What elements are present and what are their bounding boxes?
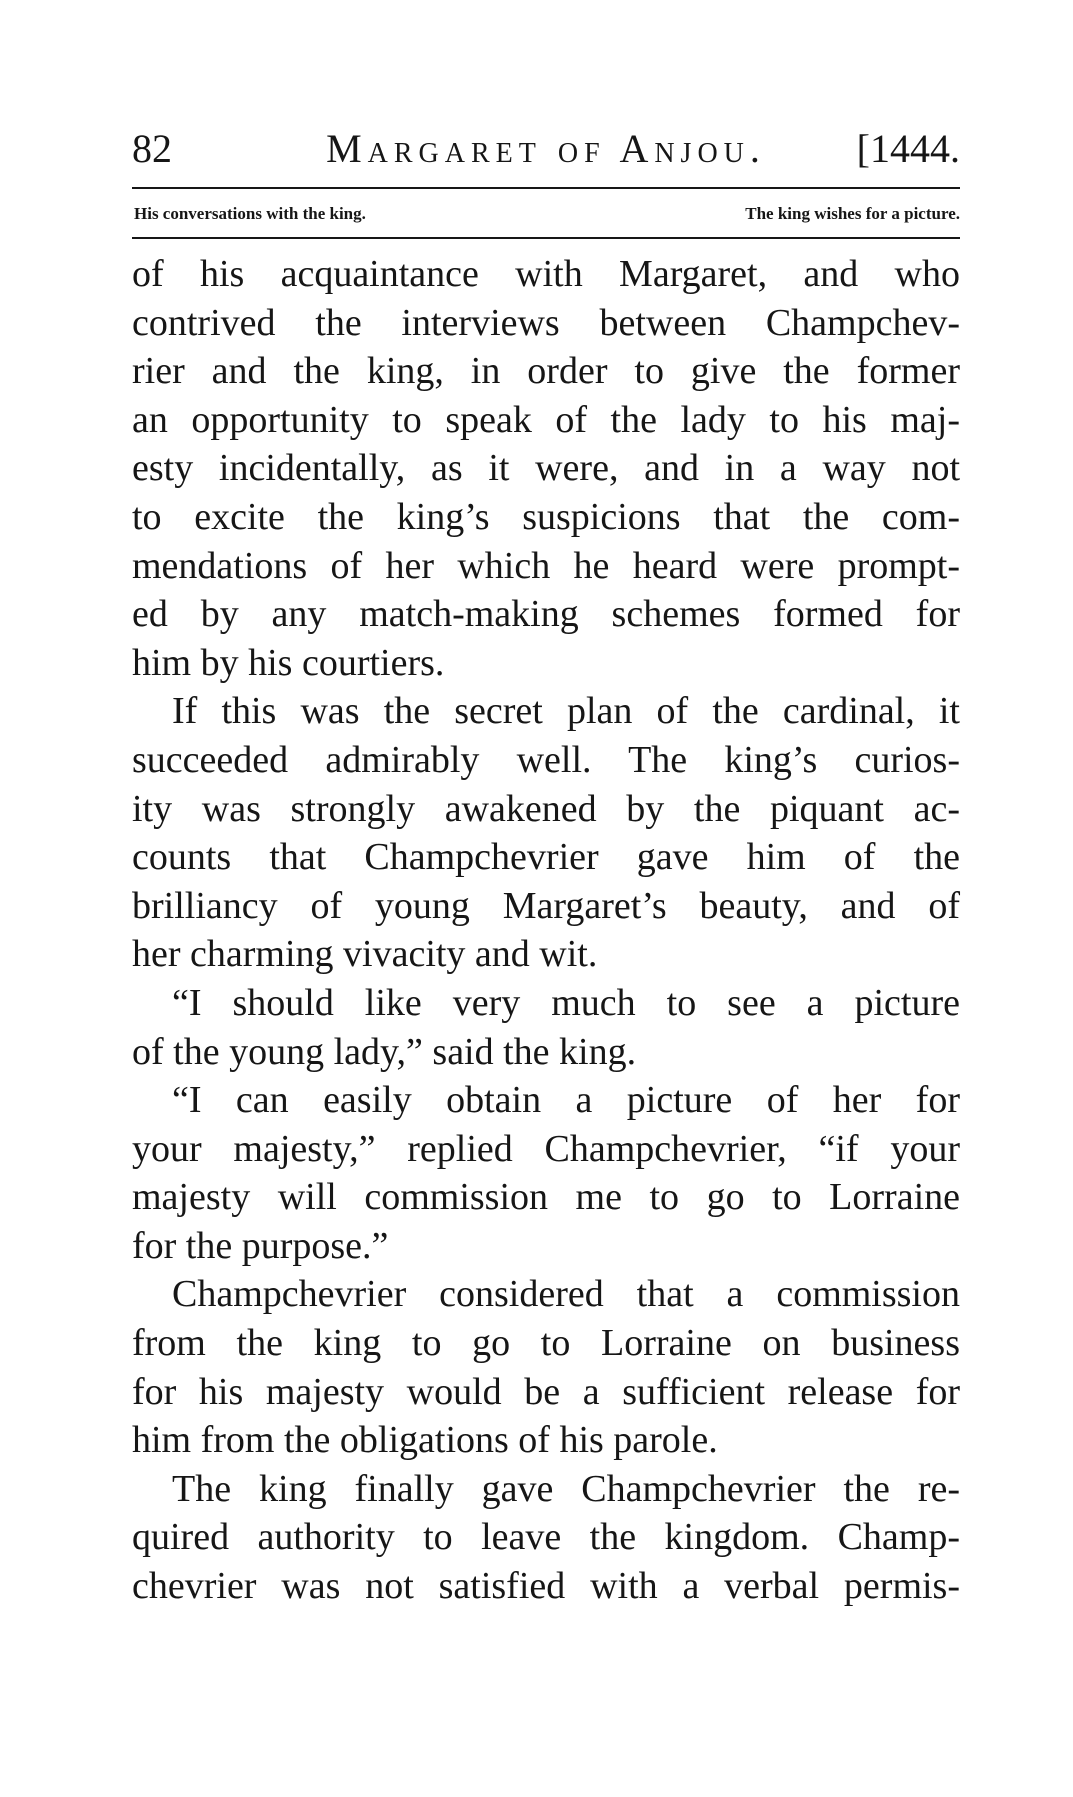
- text-line: to excite the king’s suspicions that the com-: [132, 495, 960, 538]
- text-line: ed by any match-making schemes formed for: [132, 593, 960, 636]
- header-rule-bottom: [132, 237, 960, 239]
- text-line: for the purpose.”: [132, 1224, 389, 1267]
- subhead-left: His conversations with the king.: [134, 204, 366, 223]
- page-number: 82: [132, 126, 172, 171]
- page-header: [132, 118, 960, 180]
- text-line: an opportunity to speak of the lady to his maj-: [132, 398, 960, 441]
- text-line: “I should like very much to see a picture: [172, 981, 960, 1024]
- text-line: him by his courtiers.: [132, 641, 445, 684]
- body-text: [132, 250, 960, 1611]
- header-rule-top: [132, 187, 960, 189]
- text-line: mendations of her which he heard were prompt-: [132, 544, 960, 587]
- text-line: quired authority to leave the kingdom. Champ-: [132, 1516, 960, 1559]
- text-line: rier and the king, in order to give the former: [132, 350, 960, 393]
- text-line: from the king to go to Lorraine on business: [132, 1322, 960, 1365]
- text-line: her charming vivacity and wit.: [132, 933, 598, 976]
- subhead-right: The king wishes for a picture.: [745, 204, 960, 223]
- text-line: ity was strongly awakened by the piquant ac-: [132, 787, 960, 830]
- chapter-year: [1444.: [856, 126, 960, 171]
- text-line: your majesty,” replied Champchevrier, “if your: [132, 1127, 960, 1170]
- text-line: of his acquaintance with Margaret, and who: [132, 253, 960, 295]
- text-line: chevrier was not satisfied with a verbal permis-: [132, 1565, 960, 1608]
- text-line: contrived the interviews between Champchev-: [132, 301, 960, 344]
- running-title: Margaret of Anjou.: [326, 126, 766, 171]
- text-line: counts that Champchevrier gave him of the: [132, 836, 960, 879]
- text-line: succeeded admirably well. The king’s curios-: [132, 738, 960, 781]
- marginal-subheads: [132, 196, 960, 232]
- text-line: esty incidentally, as it were, and in a way not: [132, 447, 960, 490]
- text-line: brilliancy of young Margaret’s beauty, and of: [132, 884, 960, 927]
- text-line: him from the obligations of his parole.: [132, 1419, 718, 1462]
- text-line: Champchevrier considered that a commission: [172, 1273, 960, 1316]
- text-line: of the young lady,” said the king.: [132, 1030, 637, 1073]
- text-line: majesty will commission me to go to Lorraine: [132, 1176, 960, 1219]
- text-line: “I can easily obtain a picture of her for: [172, 1079, 960, 1122]
- text-line: for his majesty would be a sufficient release for: [132, 1370, 960, 1413]
- text-line: If this was the secret plan of the cardinal, it: [172, 690, 960, 733]
- text-line: The king finally gave Champchevrier the re-: [172, 1467, 960, 1510]
